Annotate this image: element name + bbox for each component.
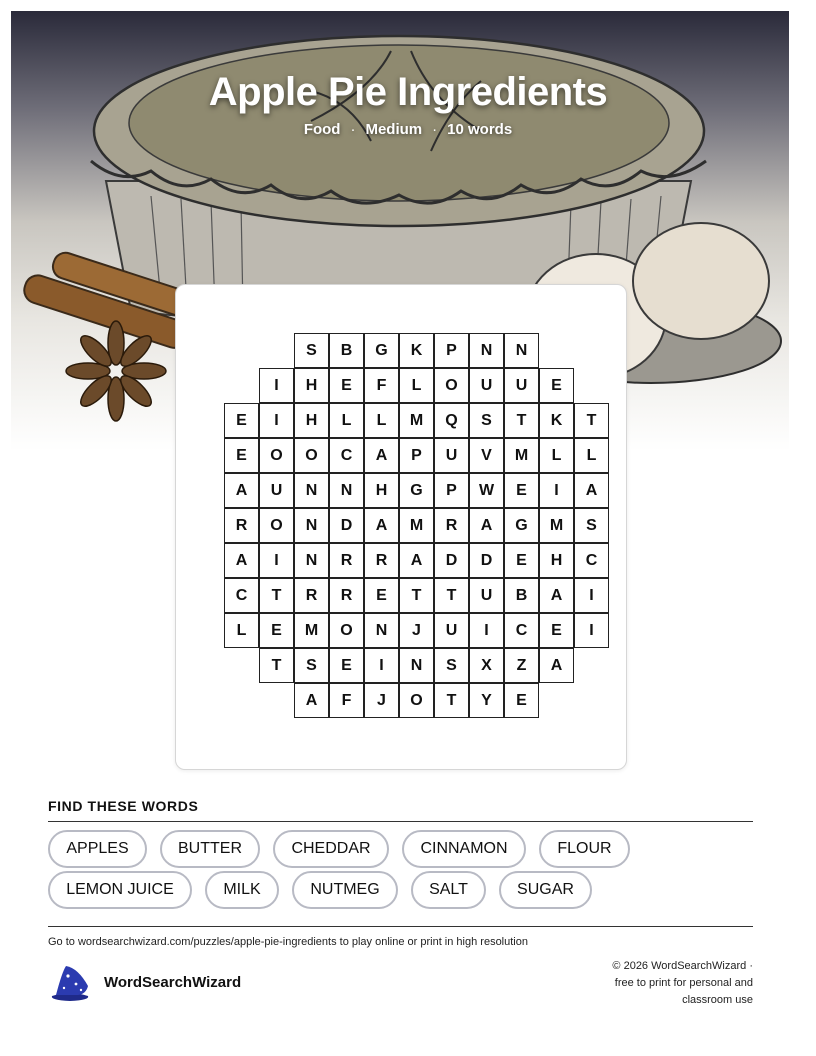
page-title: Apple Pie Ingredients (208, 70, 608, 114)
grid-cell[interactable]: T (504, 403, 539, 438)
grid-cell[interactable]: M (294, 613, 329, 648)
copyright-line: © 2026 WordSearchWizard · (612, 960, 753, 972)
word-chip[interactable]: BUTTER (160, 830, 260, 868)
grid-cell[interactable]: T (434, 683, 469, 718)
grid-cell[interactable]: K (539, 403, 574, 438)
grid-cell[interactable]: T (399, 578, 434, 613)
grid-cell[interactable]: M (399, 508, 434, 543)
grid-cell[interactable]: N (364, 613, 399, 648)
grid-cell[interactable]: E (504, 543, 539, 578)
grid-cell[interactable]: E (539, 613, 574, 648)
grid-cell[interactable]: A (469, 508, 504, 543)
meta-separator: · (432, 121, 438, 138)
grid-cell[interactable]: N (294, 543, 329, 578)
grid-cell[interactable]: O (434, 368, 469, 403)
grid-cell[interactable]: T (574, 403, 609, 438)
grid-cell[interactable]: J (364, 683, 399, 718)
grid-cell[interactable]: D (329, 508, 364, 543)
grid-cell[interactable]: C (504, 613, 539, 648)
grid-cell[interactable]: A (539, 578, 574, 613)
grid-cell[interactable]: P (399, 438, 434, 473)
difficulty-label: Medium (365, 121, 423, 138)
grid-cell[interactable]: S (294, 648, 329, 683)
grid-cell[interactable]: O (329, 613, 364, 648)
grid-cell[interactable]: U (434, 613, 469, 648)
grid-cell[interactable]: E (364, 578, 399, 613)
grid-cell[interactable]: J (399, 613, 434, 648)
grid-cell[interactable]: P (434, 333, 469, 368)
grid-cell[interactable]: E (504, 473, 539, 508)
brand (48, 962, 241, 1002)
grid-cell[interactable]: W (469, 473, 504, 508)
grid-cell[interactable]: Q (434, 403, 469, 438)
footer-url-text: Go to wordsearchwizard.com/puzzles/apple-pie-ingredients to play online or print in high resolution (48, 936, 528, 948)
grid-cell[interactable]: E (329, 648, 364, 683)
grid-cell[interactable]: R (294, 578, 329, 613)
word-chip[interactable]: FLOUR (539, 830, 630, 868)
wizard-hat-icon (48, 962, 92, 1002)
divider (48, 926, 753, 927)
grid-cell[interactable]: O (399, 683, 434, 718)
word-chip[interactable]: CINNAMON (402, 830, 526, 868)
grid-cell[interactable]: O (259, 508, 294, 543)
grid-cell[interactable]: N (294, 508, 329, 543)
puzzle-meta (0, 121, 816, 138)
grid-cell[interactable]: A (539, 648, 574, 683)
grid-cell[interactable]: U (469, 368, 504, 403)
grid-cell[interactable]: L (329, 403, 364, 438)
grid-cell[interactable]: L (399, 368, 434, 403)
title-block (0, 70, 816, 138)
grid-cell[interactable]: M (399, 403, 434, 438)
grid-cell[interactable]: R (364, 543, 399, 578)
brand-name[interactable]: WordSearchWizard (104, 973, 242, 991)
grid-cell[interactable]: O (294, 438, 329, 473)
grid-cell[interactable]: H (294, 403, 329, 438)
grid-cell[interactable]: U (469, 578, 504, 613)
grid-cell[interactable]: D (434, 543, 469, 578)
grid-cell[interactable]: T (259, 578, 294, 613)
grid-cell[interactable]: U (504, 368, 539, 403)
divider (48, 821, 753, 822)
grid-cell[interactable]: A (224, 473, 259, 508)
grid-cell[interactable]: I (574, 613, 609, 648)
grid-cell[interactable]: K (399, 333, 434, 368)
grid-cell[interactable]: I (364, 648, 399, 683)
grid-cell[interactable]: A (574, 473, 609, 508)
grid-cell[interactable]: M (504, 438, 539, 473)
copyright-line: free to print for personal and (614, 977, 753, 989)
grid-cell[interactable]: A (364, 508, 399, 543)
grid-cell[interactable]: H (539, 543, 574, 578)
grid-cell[interactable]: I (574, 578, 609, 613)
grid-cell[interactable]: U (259, 473, 294, 508)
grid-cell[interactable]: P (434, 473, 469, 508)
grid-cell[interactable]: L (539, 438, 574, 473)
grid-cell[interactable]: B (504, 578, 539, 613)
grid-cell[interactable]: E (259, 613, 294, 648)
grid-cell[interactable]: C (574, 543, 609, 578)
grid-cell[interactable]: H (364, 473, 399, 508)
grid-cell[interactable]: G (504, 508, 539, 543)
grid-cell[interactable]: L (364, 403, 399, 438)
word-count-label: 10 words (447, 121, 513, 138)
grid-cell[interactable]: I (469, 613, 504, 648)
grid-cell[interactable]: E (539, 368, 574, 403)
grid-cell[interactable]: R (434, 508, 469, 543)
grid-cell[interactable]: C (329, 438, 364, 473)
meta-separator: · (350, 121, 356, 138)
grid-cell[interactable]: H (294, 368, 329, 403)
grid-cell[interactable]: F (329, 683, 364, 718)
grid-cell[interactable]: Z (504, 648, 539, 683)
grid-cell[interactable]: V (469, 438, 504, 473)
grid-cell[interactable]: T (259, 648, 294, 683)
grid-cell[interactable]: N (294, 473, 329, 508)
grid-cell[interactable]: B (329, 333, 364, 368)
grid-cell[interactable]: A (399, 543, 434, 578)
grid-cell[interactable]: G (399, 473, 434, 508)
word-chip[interactable]: MILK (205, 871, 279, 909)
grid-cell[interactable]: L (574, 438, 609, 473)
grid-cell[interactable]: E (504, 683, 539, 718)
word-chip[interactable]: SALT (411, 871, 486, 909)
grid-cell[interactable]: O (259, 438, 294, 473)
word-list-heading: FIND THESE WORDS (48, 798, 199, 814)
word-chip[interactable]: NUTMEG (292, 871, 398, 909)
grid-cell[interactable]: R (329, 578, 364, 613)
grid-cell[interactable]: E (224, 403, 259, 438)
grid-cell[interactable]: R (224, 508, 259, 543)
grid-cell[interactable]: S (434, 648, 469, 683)
word-chip[interactable]: LEMON JUICE (48, 871, 192, 909)
grid-cell[interactable]: M (539, 508, 574, 543)
grid-cell[interactable]: I (259, 543, 294, 578)
grid-cell[interactable]: N (329, 473, 364, 508)
grid-cell[interactable]: T (434, 578, 469, 613)
grid-cell[interactable]: Y (469, 683, 504, 718)
grid-cell[interactable]: S (574, 508, 609, 543)
grid-cell[interactable]: S (469, 403, 504, 438)
grid-cell[interactable]: A (294, 683, 329, 718)
word-chip[interactable]: SUGAR (499, 871, 592, 909)
grid-cell[interactable]: I (259, 368, 294, 403)
grid-cell[interactable]: N (399, 648, 434, 683)
copyright-line: classroom use (682, 994, 753, 1006)
grid-cell[interactable]: E (329, 368, 364, 403)
grid-cell[interactable]: A (364, 438, 399, 473)
grid-cell[interactable]: N (469, 333, 504, 368)
word-chip[interactable]: CHEDDAR (273, 830, 389, 868)
grid-cell[interactable]: R (329, 543, 364, 578)
copyright-notice (553, 958, 753, 1009)
grid-cell[interactable]: G (364, 333, 399, 368)
grid-cell[interactable]: X (469, 648, 504, 683)
word-chip[interactable]: APPLES (48, 830, 147, 868)
grid-cell[interactable]: L (224, 613, 259, 648)
grid-cell[interactable]: A (224, 543, 259, 578)
grid-cell[interactable]: F (364, 368, 399, 403)
grid-cell[interactable]: E (224, 438, 259, 473)
grid-cell[interactable]: C (224, 578, 259, 613)
grid-cell[interactable]: U (434, 438, 469, 473)
grid-cell[interactable]: I (539, 473, 574, 508)
category-label: Food (303, 121, 341, 138)
grid-cell[interactable]: N (504, 333, 539, 368)
grid-cell[interactable]: S (294, 333, 329, 368)
grid-cell[interactable]: D (469, 543, 504, 578)
grid-cell[interactable]: I (259, 403, 294, 438)
